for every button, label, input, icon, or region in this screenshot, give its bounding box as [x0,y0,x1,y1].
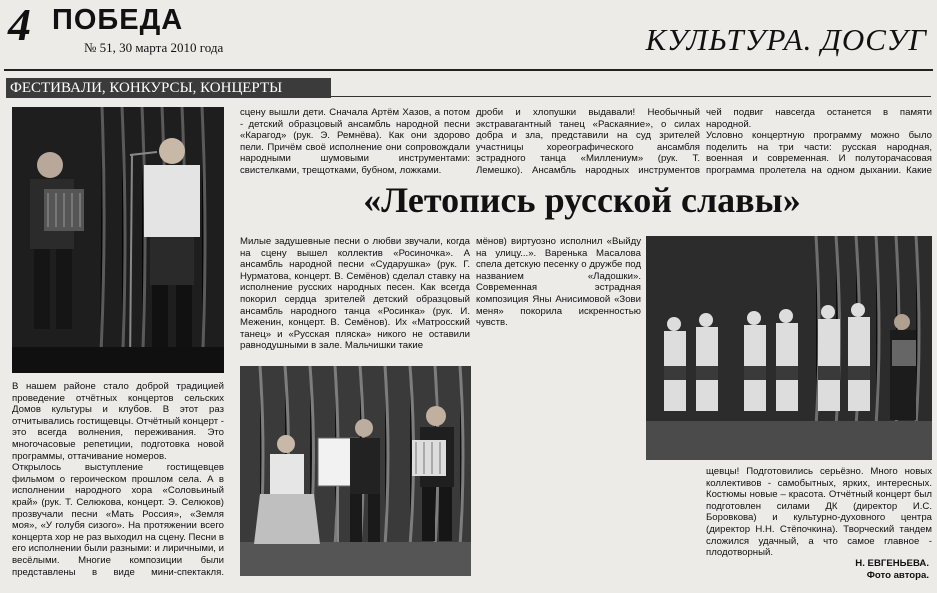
photo-instrumental-ensemble [240,366,471,576]
author-name: Н. ЕВГЕНЬЕВА. [855,558,929,569]
article-headline: «Летопись русской славы» [363,180,801,220]
text-column-mid-1: Милые задушевные песни о любви звучали, когда на сцену вышел коллектив «Росиночка». А ансамбль народной песни «Сударушка» (рук. Г. Нурматова, концерт. В. Семёнов) сделал ставку на исполнение русских народных песен. Как всегда покорил сердца зрителей детский образцовый ансамбль народного танца «Росинка» (рук. И. Меженин, концерт. В. Семёнов). Их «Матросский танец» и «Русская пляска» никого не оставили равнодушными в зале. Мальчишки такие [240,236,470,352]
masthead-rule [4,69,933,71]
text-column-right-bottom: щевцы! Подготовились серьёзно. Много новых коллективов - самобытных, ярких, интересных. Костюмы новые – красота. Отчётный концерт был подготовлен силами ДК (директор И.С. Боровкова) и культурно-духовного центра (директор Н.Н. Стёпочкина). Творческий тандем сложился удачный, а что самое главное - плодотворный. [706,466,932,558]
rubric-rule [331,96,931,97]
photo-choir [646,236,932,460]
section-title: КУЛЬТУРА. ДОСУГ [645,22,927,57]
rubric-label: ФЕСТИВАЛИ, КОНКУРСЫ, КОНЦЕРТЫ [6,78,331,98]
text-column-left: В нашем районе стало доброй традицией проведение отчётных концертов сельских Домов культуры и клубов. В этот раз отчитывались гостищевцы. Отчётный концерт - это всегда волнения, переживания. Это многочасовые репетиции, подготовка новой программы, оттачивание номеров. Открылось выступление гостищевцев фильмом о героическом прошлом села. А в исполнении народного хора «Соловьиный край» (рук. Т. Селюкова, концерт. Э. Селюков) прозвучали песни «Мать Россия», «Земля моя», «У голубя сизого». На протяжении всего концерта хор не раз выходил на сцену. Песни в его исполнении были разными: и лиричными, и весёлыми. Многие композиции были представлены в виде мини-спектакля. [12,381,224,577]
page-number: 4 [8,0,31,50]
photo-accordion-duo [12,107,224,373]
newspaper-name: ПОБЕДА [52,4,184,36]
text-column-mid-2-continued [476,330,641,331]
text-column-top-right-1: дроби и хлопушки выдавали! Необычный экстравагантный танец «Раскаяние», о силах добра и зла, представили на суд зрителей участницы хореографического ансамбля эстрадного танца «Миллениум» (рук. Т. Лемешко). Ансамбль народных инструментов [476,107,700,176]
photo-credit: Фото автора. [866,569,929,581]
issue-date: № 51, 30 марта 2010 года [84,40,224,55]
text-column-top-mid: сцену вышли дети. Сначала Артём Хазов, а потом - детский образцовый ансамбль народной песни «Карагод» (рук. Э. Ремнёва). Как они здорово пели. Причём своё исполнение они сопровождали народными шумовыми инструментами: свистелками, трещотками, бубном, ложками. [240,107,470,176]
text-column-top-right-2: чей подвиг навсегда останется в памяти народной. Условно концертную программу можно было поделить на три части: русская народная, военная и современная. И полуторачасовая программа пролетела на одном дыхании. Какие [706,107,932,176]
text-column-mid-2: мёнов) виртуозно исполнил «Выйду на улицу...». Варенька Масалова спела детскую песенку о дружбе под названием «Ладошки». Современная эстрадная композиция Яны Анисимовой «Зови меня» покорила искренностью чувств. [476,236,641,328]
author-signature [855,558,929,581]
